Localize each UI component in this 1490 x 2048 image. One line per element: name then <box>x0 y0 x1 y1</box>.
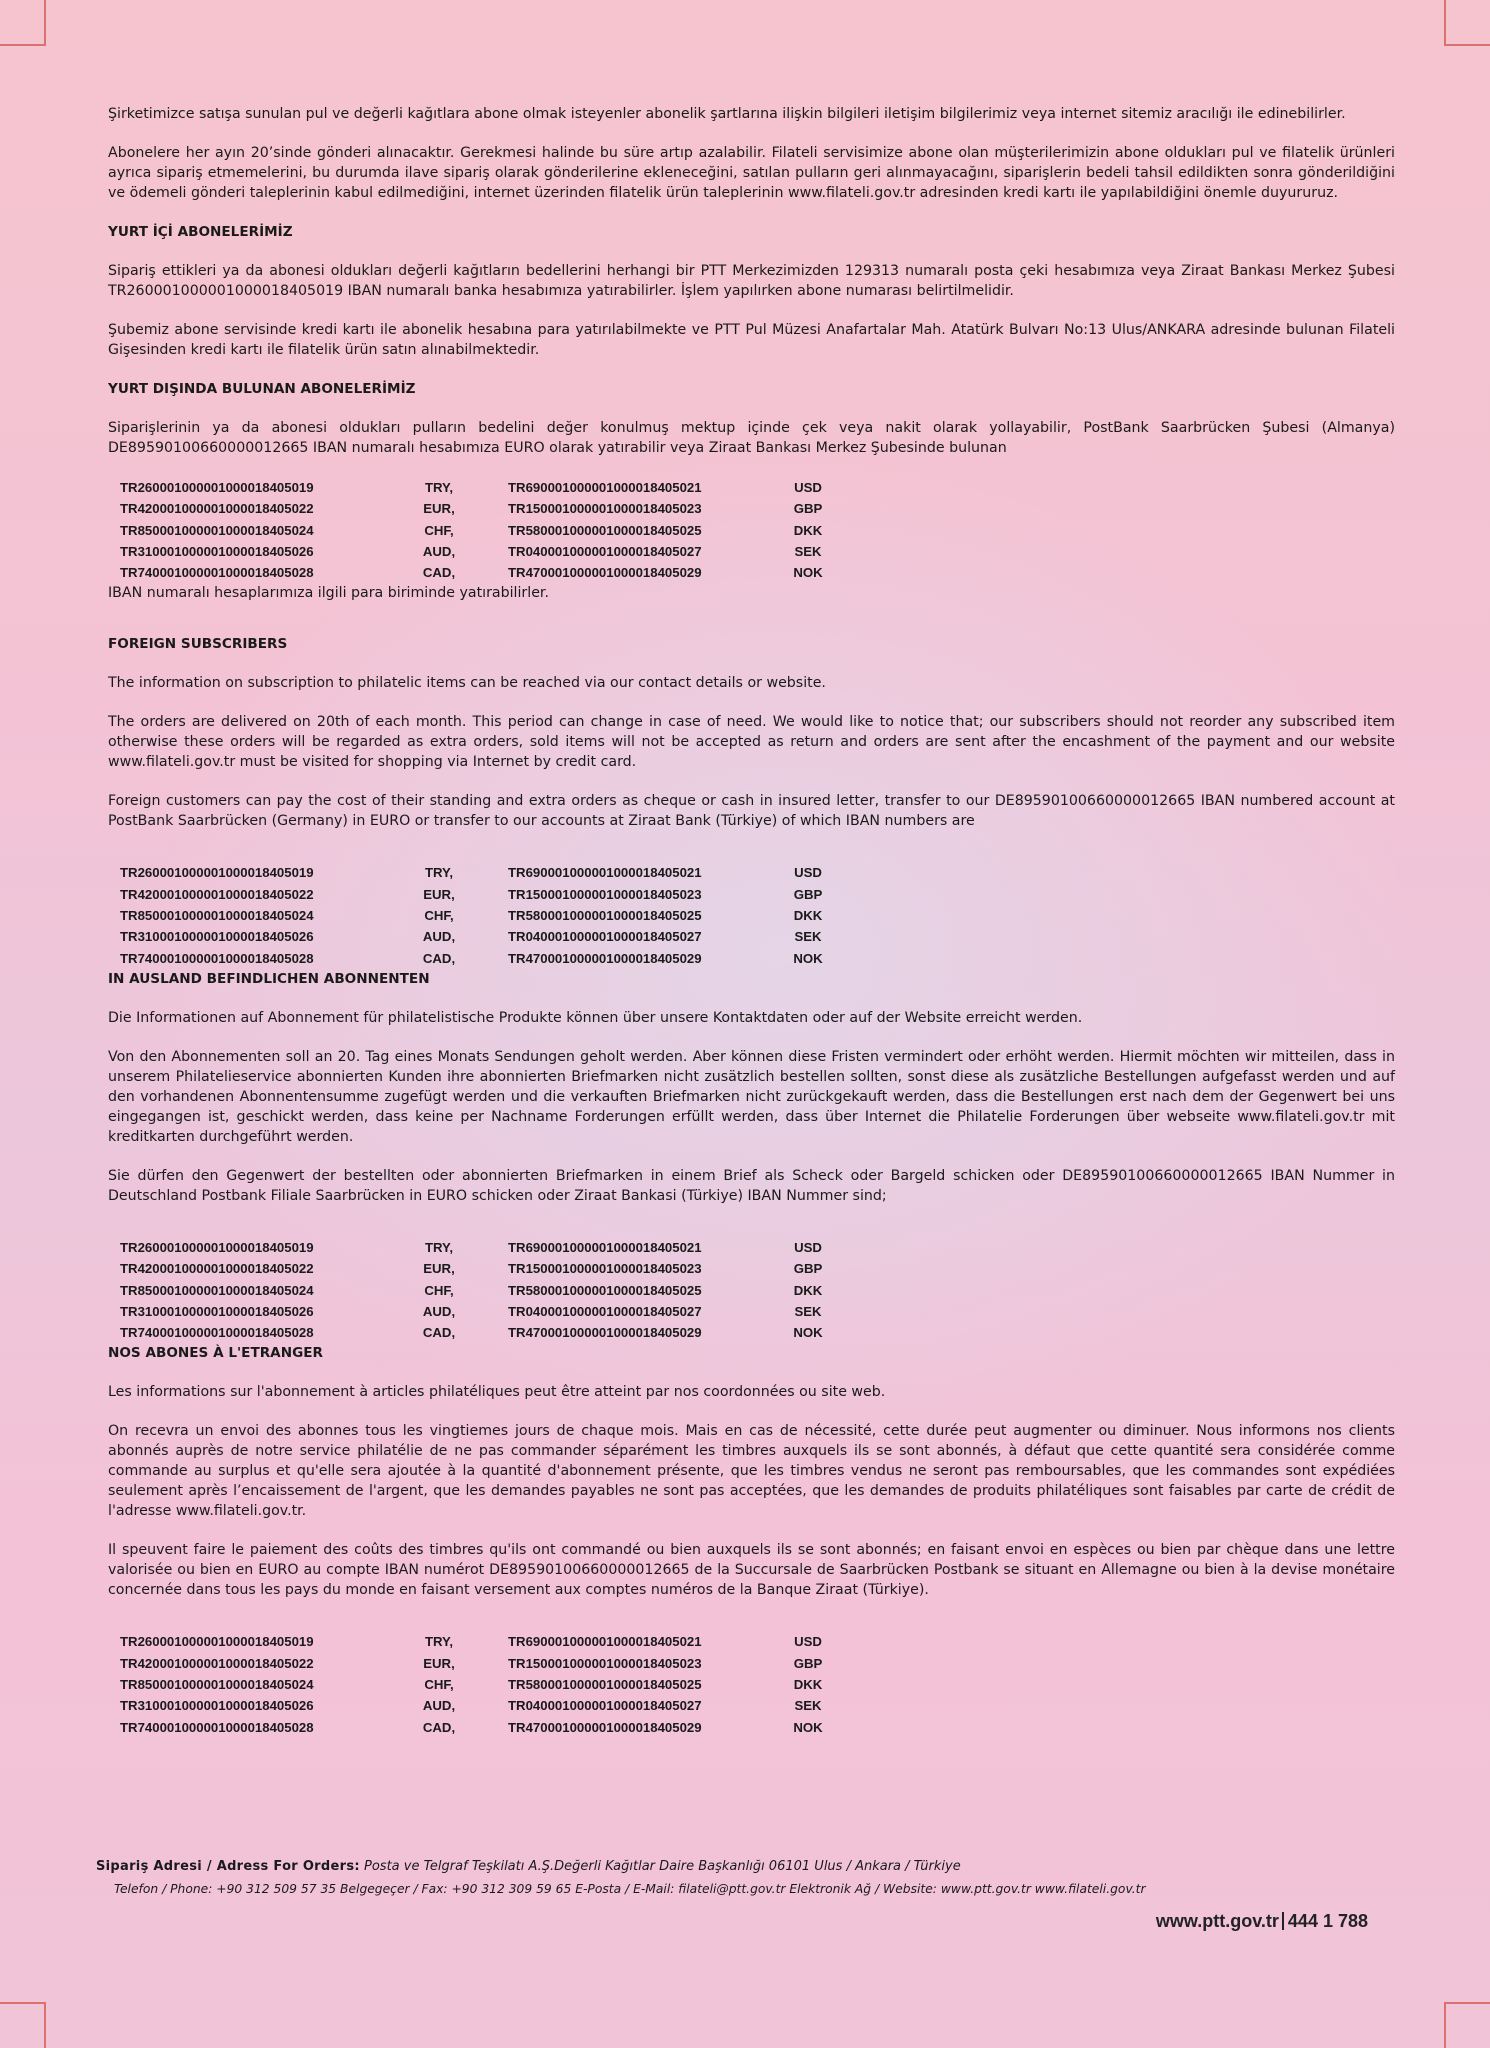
currency-code: CHF, <box>424 1282 454 1298</box>
currency-code: EUR, <box>423 501 455 517</box>
iban-number: TR420001000001000018405022 <box>120 1655 314 1671</box>
en-delivery-paragraph: The orders are delivered on 20th of each month. This period can change in case of need. We would like to notice that; our subscribers should not reorder any subscribed item otherwise these orders will be regarded as extra orders, sold items will not be accepted as return and orders are sent after the encashment of the payment and our website www.filateli.gov.tr must be visited for shopping via Internet by credit card. <box>108 714 1395 771</box>
iban-number: TR260001000001000018405019 <box>120 1239 314 1255</box>
iban-number: TR260001000001000018405019 <box>120 865 314 881</box>
iban-row <box>120 477 838 498</box>
iban-row <box>120 1717 838 1738</box>
currency-code: USD <box>794 1239 822 1255</box>
iban-row <box>120 1674 838 1695</box>
currency-code: SEK <box>794 1698 822 1714</box>
iban-number: TR040001000001000018405027 <box>508 929 702 945</box>
iban-table-de <box>120 1237 838 1343</box>
currency-code: TRY, <box>424 865 454 881</box>
iban-row <box>120 926 838 947</box>
en-payment-paragraph: Foreign customers can pay the cost of their standing and extra orders as cheque or cash in insured letter, transfer to our DE89590100660000012665 IBAN numbered account at PostBank Saarbrücken (Germany) in EURO or transfer to our accounts at Ziraat Bank (Türkiye) of which IBAN numbers are <box>108 793 1395 830</box>
currency-code: AUD, <box>422 929 456 945</box>
iban-row <box>120 862 838 883</box>
currency-code: GBP <box>793 886 823 902</box>
currency-code: NOK <box>793 565 823 581</box>
iban-number: TR310001000001000018405026 <box>120 929 314 945</box>
tr-abroad-heading: YURT DIŞINDA BULUNAN ABONELERİMİZ <box>108 381 416 397</box>
order-address-line <box>96 1856 1396 1878</box>
iban-row <box>120 1322 838 1343</box>
tr-branch-paragraph: Şubemiz abone servisinde kredi kartı ile abonelik hesabına para yatırılabilmekte ve PTT Pul Müzesi Anafartalar Mah. Atatürk Bulvarı No:13 Ulus/ANKARA adresinde bulunan Filateli Gişesinden kredi kartı ile filatelik ürün satın alınabilmektedir. <box>108 322 1395 358</box>
iban-row <box>120 541 838 562</box>
currency-code: AUD, <box>422 1698 456 1714</box>
en-info-paragraph: The information on subscription to philatelic items can be reached via our contact details or website. <box>108 675 826 692</box>
iban-number: TR850001000001000018405024 <box>120 1282 314 1298</box>
iban-number: TR310001000001000018405026 <box>120 1303 314 1319</box>
iban-number: TR690001000001000018405021 <box>508 480 702 495</box>
fr-info-paragraph: Les informations sur l'abonnement à articles philatéliques peut être atteint par nos coordonnées ou site web. <box>108 1384 886 1401</box>
currency-code: CHF, <box>424 908 454 924</box>
en-heading: FOREIGN SUBSCRIBERS <box>108 636 288 653</box>
iban-number: TR850001000001000018405024 <box>120 522 314 538</box>
tr-domestic-payment-paragraph: Sipariş ettikleri ya da abonesi oldukları değerli kağıtların bedellerini herhangi bir PTT Merkezimizden 129313 numaralı posta çeki hesabımıza veya Ziraat Bankası Merkez Şubesi TR260001000001000018405019 IBAN numaralı banka hesabımıza yatırabilirler. İşlem yapılırken abone numarası belirtilmelidir. <box>108 263 1395 299</box>
footer <box>96 1856 1396 1900</box>
crop-mark-top-left <box>0 0 46 46</box>
iban-number: TR260001000001000018405019 <box>120 1634 314 1650</box>
iban-number: TR150001000001000018405023 <box>508 1655 702 1671</box>
iban-number: TR470001000001000018405029 <box>508 1719 702 1735</box>
iban-number: TR470001000001000018405029 <box>508 1325 702 1341</box>
iban-number: TR420001000001000018405022 <box>120 886 314 902</box>
fr-delivery-paragraph: On recevra un envoi des abonnes tous les vingtiemes jours de chaque mois. Mais en cas de nécessité, cette durée peut augmenter ou diminuer. Nous informons nos clients abonnés auprès de notre service philatélie de ne pas commander séparément les timbres auxquels ils se sont abonnés, à défaut que cette quantité sera considérée comme commande au surplus et qu'elle sera ajoutée à la quantité d'abonnement présente, que les timbres vendus ne seront pas remboursables, que les commandes sont expédiées seulement après l’encaissement de l'argent, que les demandes payables ne sont pas acceptées, que les demandes de produits philatéliques sont faisables par carte de crédit de l'adresse www.filateli.gov.tr. <box>108 1423 1395 1520</box>
iban-number: TR740001000001000018405028 <box>120 950 314 966</box>
order-address-label: Sipariş Adresi / Adress For Orders: <box>96 1859 360 1874</box>
iban-number: TR740001000001000018405028 <box>120 1325 314 1341</box>
currency-code: DKK <box>793 908 823 924</box>
iban-row <box>120 520 838 541</box>
currency-code: TRY, <box>424 1239 454 1255</box>
currency-code: AUD, <box>422 543 456 559</box>
iban-row <box>120 948 838 969</box>
iban-number: TR150001000001000018405023 <box>508 886 702 902</box>
crop-mark-bottom-right <box>1444 2002 1490 2048</box>
fr-heading: NOS ABONES À L'ETRANGER <box>108 1345 323 1362</box>
iban-number: TR580001000001000018405025 <box>508 1282 702 1298</box>
iban-table-tr <box>120 477 838 583</box>
iban-row <box>120 1280 838 1301</box>
currency-code: DKK <box>793 522 823 538</box>
currency-code: NOK <box>793 1719 823 1735</box>
iban-number: TR690001000001000018405021 <box>508 1634 702 1650</box>
brand-website: www.ptt.gov.tr <box>1155 1911 1279 1931</box>
currency-code: NOK <box>793 950 823 966</box>
currency-code: CAD, <box>422 1719 456 1735</box>
iban-number: TR420001000001000018405022 <box>120 501 314 517</box>
iban-number: TR850001000001000018405024 <box>120 1677 314 1693</box>
currency-code: USD <box>794 480 822 495</box>
de-payment-paragraph: Sie dürfen den Gegenwert der bestellten oder abonnierten Briefmarken in einem Brief als Scheck oder Bargeld schicken oder DE89590100660000012665 IBAN Nummer in Deutschland Postbank Filiale Saarbrücken in EURO schicken oder Ziraat Bankasi (Türkiye) IBAN Nummer sind; <box>108 1167 1395 1204</box>
iban-number: TR580001000001000018405025 <box>508 908 702 924</box>
currency-code: GBP <box>793 1655 823 1671</box>
tr-iban-note: IBAN numaralı hesaplarımıza ilgili para biriminde yatırabilirler. <box>108 585 549 602</box>
contact-line: Telefon / Phone: +90 312 509 57 35 Belgegeçer / Fax: +90 312 309 59 65 E-Posta / E-Mail: filateli@ptt.gov.tr Elektronik Ağ / Website: www.ptt.gov.tr www.filateli.gov.tr <box>114 1882 1146 1896</box>
iban-number: TR580001000001000018405025 <box>508 522 702 538</box>
tr-domestic-heading: YURT İÇİ ABONELERİMİZ <box>108 224 293 240</box>
tr-delivery-paragraph: Abonelere her ayın 20’sinde gönderi alınacaktır. Gerekmesi halinde bu süre artıp azalabilir. Filateli servisimize abone olan müşterilerimizin abone oldukları pul ve filatelik ürünleri ayrıca sipariş etmemelerini, bu durumda ilave sipariş olarak gönderilerine ekleneceğini, satılan pulların geri alınmayacağını, siparişlerin bedeli tahsil edildikten sonra gönderildiğini ve ödemeli gönderi taleplerinin kabul edilmediğini, internet üzerinden filatelik ürün taleplerinin www.filateli.gov.tr adresinden kredi kartı ile yapılabildiğini önemle duyururuz. <box>108 145 1395 201</box>
currency-code: GBP <box>793 501 823 517</box>
iban-number: TR470001000001000018405029 <box>508 950 702 966</box>
currency-code: SEK <box>794 929 822 945</box>
iban-number: TR150001000001000018405023 <box>508 501 702 517</box>
brand-separator <box>1282 1912 1284 1930</box>
iban-number: TR150001000001000018405023 <box>508 1261 702 1277</box>
currency-code: DKK <box>793 1677 823 1693</box>
iban-number: TR040001000001000018405027 <box>508 1303 702 1319</box>
iban-row <box>120 884 838 905</box>
iban-number: TR690001000001000018405021 <box>508 1239 702 1255</box>
iban-number: TR580001000001000018405025 <box>508 1677 702 1693</box>
tr-abroad-payment-paragraph: Siparişlerinin ya da abonesi oldukları pulların bedelini değer konulmuş mektup içinde çek veya nakit olarak yollayabilir, PostBank Saarbrücken Şubesi (Almanya) DE89590100660000012665 IBAN numaralı hesabımıza EURO olarak yatırabilir veya Ziraat Bankası Merkez Şubesinde bulunan <box>108 420 1395 456</box>
iban-row <box>120 1258 838 1279</box>
iban-number: TR690001000001000018405021 <box>508 865 702 881</box>
iban-number: TR850001000001000018405024 <box>120 908 314 924</box>
crop-mark-bottom-left <box>0 2002 46 2048</box>
iban-number: TR040001000001000018405027 <box>508 543 702 559</box>
iban-row <box>120 1631 838 1652</box>
currency-code: USD <box>794 1634 822 1650</box>
currency-code: SEK <box>794 543 822 559</box>
de-delivery-paragraph: Von den Abonnementen soll an 20. Tag eines Monats Sendungen geholt werden. Aber können diese Fristen vermindert oder erhöht werden. Hiermit möchten wir mitteilen, dass in unserem Philatelieservice abonnierten Kunden ihre abonnierten Briefmarken nicht zusätzlich bestellen sollten, sonst diese als zusätzliche Bestellungen aufgefasst werden und auf den vorhandenen Abonnentensumme zugefügt werden und die verkauften Briefmarken nicht zurückgekauft werden, dass die Bestellungen erst nach dem der Gegenwert bei uns eingegangen ist, geschickt werden, dass keine per Nachname Forderungen erfüllt werden, dass über Internet die Philatelie Forderungen über webseite www.filateli.gov.tr mit kreditkarten durchgeführt werden. <box>108 1048 1395 1145</box>
currency-code: AUD, <box>422 1303 456 1319</box>
currency-code: EUR, <box>423 886 455 902</box>
currency-code: CHF, <box>424 522 454 538</box>
iban-row <box>120 1695 838 1716</box>
brand-phone: 444 1 788 <box>1287 1911 1368 1931</box>
currency-code: GBP <box>793 1261 823 1277</box>
iban-table-en <box>120 862 838 968</box>
iban-number: TR740001000001000018405028 <box>120 1719 314 1735</box>
currency-code: EUR, <box>423 1655 455 1671</box>
iban-number: TR420001000001000018405022 <box>120 1261 314 1277</box>
iban-row <box>120 1237 838 1258</box>
currency-code: USD <box>794 865 822 881</box>
iban-number: TR470001000001000018405029 <box>508 565 702 581</box>
iban-row <box>120 498 838 519</box>
de-heading: IN AUSLAND BEFINDLICHEN ABONNENTEN <box>108 970 430 987</box>
iban-number: TR310001000001000018405026 <box>120 543 314 559</box>
iban-table-fr <box>120 1631 838 1737</box>
fr-payment-paragraph: Il speuvent faire le paiement des coûts des timbres qu'ils ont commandé ou bien auxquels ils se sont abonnés; en faisant envoi en espèces ou bien par chèque dans une lettre valorisée ou bien en EURO au compte IBAN numérot DE89590100660000012665 de la Succursale de Saarbrücken Postbank se situant en Allemagne ou bien à la devise monétaire concernée dans tous les pays du monde en faisant versement aux comptes numéros de la Banque Ziraat (Türkiye). <box>108 1542 1395 1599</box>
iban-number: TR040001000001000018405027 <box>508 1698 702 1714</box>
iban-row <box>120 562 838 583</box>
document-body <box>108 104 1395 1738</box>
iban-row <box>120 1301 838 1322</box>
iban-number: TR260001000001000018405019 <box>120 480 314 495</box>
brand-contact <box>1156 1911 1368 1932</box>
currency-code: DKK <box>793 1282 823 1298</box>
currency-code: TRY, <box>424 1634 454 1650</box>
currency-code: TRY, <box>424 480 454 495</box>
order-address-value: Posta ve Telgraf Teşkilatı A.Ş.Değerli Kağıtlar Daire Başkanlığı 06101 Ulus / Ankara / Türkiye <box>364 1859 961 1874</box>
iban-row <box>120 1653 838 1674</box>
crop-mark-top-right <box>1444 0 1490 46</box>
currency-code: CAD, <box>422 565 456 581</box>
currency-code: CHF, <box>424 1677 454 1693</box>
tr-intro-paragraph: Şirketimizce satışa sunulan pul ve değerli kağıtlara abone olmak isteyenler abonelik şartlarına ilişkin bilgileri iletişim bilgilerimiz veya internet sitemiz aracılığı ile edinebilirler. <box>108 106 1346 122</box>
iban-number: TR740001000001000018405028 <box>120 565 314 581</box>
currency-code: CAD, <box>422 1325 456 1341</box>
currency-code: SEK <box>794 1303 822 1319</box>
iban-number: TR310001000001000018405026 <box>120 1698 314 1714</box>
iban-row <box>120 905 838 926</box>
currency-code: CAD, <box>422 950 456 966</box>
currency-code: EUR, <box>423 1261 455 1277</box>
de-info-paragraph: Die Informationen auf Abonnement für philatelistische Produkte können über unsere Kontaktdaten oder auf der Website erreicht werden. <box>108 1009 1083 1026</box>
currency-code: NOK <box>793 1325 823 1341</box>
